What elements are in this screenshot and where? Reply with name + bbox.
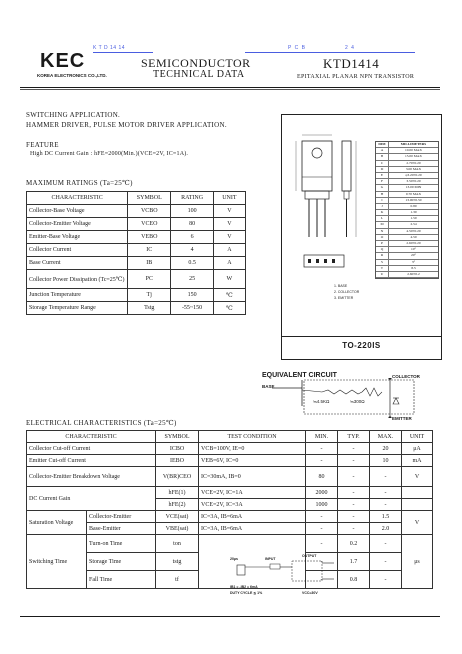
typ-cell: - [338, 455, 370, 467]
dimension-value: 13.00 MIN [405, 185, 422, 190]
max-ratings-table [26, 191, 246, 315]
max-ratings-row [27, 257, 246, 270]
dimension-key: S [376, 260, 389, 265]
dimension-key: L [376, 216, 389, 221]
collector-label: COLLECTOR [392, 374, 420, 379]
electrical-header-row [27, 431, 433, 443]
feature-title: FEATURE [26, 141, 59, 149]
header-divider [20, 87, 440, 88]
pin-emitter-label: 3. EMITTER [334, 296, 354, 300]
emitter-label: EMITTER [392, 416, 412, 421]
max-cell: - [370, 499, 402, 511]
dimension-key: G [376, 185, 389, 190]
typ-cell: - [338, 443, 370, 455]
sub-characteristic-cell: Collector-Emitter [87, 511, 156, 523]
dimension-key: M [376, 222, 389, 227]
header-divider-thin [20, 89, 440, 90]
duty-cycle-note: DUTY CYCLE ≦ 1% [230, 591, 263, 595]
max-ratings-cell: IB [128, 257, 171, 270]
dimension-key: I [376, 198, 389, 203]
symbol-cell: VCE(sat) [156, 511, 199, 523]
max-ratings-cell: Collector-Base Voltage [27, 205, 128, 218]
dimension-table [375, 141, 439, 279]
min-cell: - [306, 535, 338, 553]
typ-cell: 0.8 [338, 571, 370, 589]
electrical-row [27, 467, 433, 487]
max-ratings-cell: Tstg [128, 302, 171, 315]
max-ratings-cell: Collector Current [27, 244, 128, 257]
pcb-page: 2 4 [345, 45, 355, 51]
max-ratings-cell: V [213, 218, 245, 231]
typ-cell: - [338, 523, 370, 535]
test-condition-cell: IC=3A, IB=6mA [199, 523, 306, 535]
application-title: SWITCHING APPLICATION. [26, 111, 121, 119]
unit-cell: mA [402, 455, 433, 467]
max-ratings-cell: Tj [128, 289, 171, 302]
max-ratings-title: MAXIMUM RATINGS (Ta=25℃) [26, 179, 133, 187]
max-ratings-cell: PC [128, 270, 171, 289]
max-ratings-cell: V [213, 205, 245, 218]
equivalent-circuit-diagram [262, 378, 432, 418]
dimension-key: A [376, 148, 389, 153]
max-ratings-row [27, 289, 246, 302]
package-outline-box [281, 114, 442, 360]
doc-code: K T D 14 14 [93, 45, 125, 51]
max-cell: - [370, 487, 402, 499]
symbol-cell: tstg [156, 553, 199, 571]
dimension-key: E [376, 173, 389, 178]
max-ratings-row [27, 302, 246, 315]
max-ratings-cell: Collector-Emitter Voltage [27, 218, 128, 231]
company-logo: KEC [40, 50, 86, 72]
dimension-value: 15.00 MAX [405, 154, 422, 159]
max-cell: - [370, 467, 402, 487]
dimension-value: 2.70±0.20 [406, 160, 421, 165]
package-name: TO-220IS [342, 341, 381, 350]
characteristic-cell: Switching Time [27, 535, 87, 589]
max-ratings-cell: 6 [171, 231, 213, 244]
electrical-row [27, 443, 433, 455]
symbol-cell: hFE(2) [156, 499, 199, 511]
dimension-value: 20° [411, 253, 416, 258]
resistor-r1-label: ≒4.5KΩ [313, 399, 330, 404]
pin-base-label: 1. BASE [334, 284, 348, 288]
electrical-row [27, 523, 433, 535]
electrical-row [27, 535, 433, 553]
max-ratings-row [27, 270, 246, 289]
typ-cell: - [338, 499, 370, 511]
base-label: BASE [262, 384, 275, 389]
pcb-underline [245, 52, 415, 53]
characteristic-cell: Collector Cut-off Current [27, 443, 156, 455]
electrical-header-cell: SYMBOL [156, 431, 199, 443]
max-ratings-cell: 80 [171, 218, 213, 231]
max-cell: 2.0 [370, 523, 402, 535]
max-ratings-cell: Junction Temperature [27, 289, 128, 302]
max-ratings-cell: Base Current [27, 257, 128, 270]
dimension-key: K [376, 210, 389, 215]
dimension-value: 8.5 [411, 265, 416, 270]
max-cell: 20 [370, 443, 402, 455]
unit-cell: μs [402, 535, 433, 589]
dimension-value: 3° [411, 259, 416, 264]
dimension-value: 1.30 [410, 210, 417, 215]
dimension-key: T [376, 266, 389, 271]
min-cell: 2000 [306, 487, 338, 499]
electrical-row [27, 455, 433, 467]
characteristic-cell: Emitter Cut-off Current [27, 455, 156, 467]
dimension-value: 2.54 [410, 222, 417, 227]
typ-cell: 0.2 [338, 535, 370, 553]
electrical-row [27, 511, 433, 523]
dimension-key: R [376, 253, 389, 258]
max-ratings-cell: VCEO [128, 218, 171, 231]
electrical-header-cell: MAX. [370, 431, 402, 443]
electrical-title: ELECTRICAL CHARACTERISTICS (Ta=25℃) [26, 419, 177, 427]
dimension-value: 0.70 MAX [405, 191, 422, 196]
max-ratings-cell: 100 [171, 205, 213, 218]
dimension-value: 4.50±0.20 [406, 228, 421, 233]
unit-cell: V [402, 467, 433, 487]
equivalent-circuit-title: EQUIVALENT CIRCUIT [262, 372, 337, 379]
dimension-value: 10° [411, 247, 416, 252]
technical-data-label: TECHNICAL DATA [153, 69, 245, 80]
max-ratings-cell: VEBO [128, 231, 171, 244]
characteristic-cell: Saturation Voltage [27, 511, 87, 535]
company-name: KOREA ELECTRONICS CO.,LTD. [37, 73, 107, 78]
electrical-header-cell: MIN. [306, 431, 338, 443]
semiconductor-label: SEMICONDUCTOR [141, 56, 251, 70]
pcb-label: P C B [288, 45, 306, 51]
max-cell: - [370, 571, 402, 589]
min-cell: - [306, 571, 338, 589]
electrical-header-cell: TYP. [338, 431, 370, 443]
max-ratings-cell: V [213, 231, 245, 244]
max-ratings-cell: 4 [171, 244, 213, 257]
unit-cell [402, 499, 433, 511]
dimension-key: P [376, 241, 389, 246]
dimension-key: Q [376, 247, 389, 252]
unit-cell: V [402, 511, 433, 535]
resistor-r2-label: ≒300Ω [350, 399, 365, 404]
min-cell: - [306, 455, 338, 467]
application-line: HAMMER DRIVER, PULSE MOTOR DRIVER APPLICATION. [26, 121, 227, 129]
max-ratings-cell: Storage Temperature Range [27, 302, 128, 315]
symbol-cell: hFE(1) [156, 487, 199, 499]
characteristic-cell: DC Current Gain [27, 487, 156, 511]
dimension-key: J [376, 204, 389, 209]
sub-characteristic-cell: Turn-on Time [87, 535, 156, 553]
vcc-note: VCC=30V [302, 591, 318, 595]
unit-cell [402, 487, 433, 499]
dimension-value: 2.60±0.20 [406, 241, 421, 245]
typ-cell: - [338, 467, 370, 487]
electrical-header-cell: UNIT [402, 431, 433, 443]
dimension-key: C [376, 161, 389, 166]
part-number: KTD1414 [323, 56, 380, 71]
max-cell: - [370, 553, 402, 571]
symbol-cell: IEBO [156, 455, 199, 467]
dimension-value: 10.00 MAX [405, 148, 422, 153]
dimension-key: N [376, 229, 389, 234]
test-condition-cell: IC=3A, IB=6mA [199, 511, 306, 523]
max-cell: 1.5 [370, 511, 402, 523]
electrical-header-cell: CHARACTERISTIC [27, 431, 156, 443]
symbol-cell: tf [156, 571, 199, 589]
dimension-value: φ3.20±0.20 [405, 172, 422, 177]
part-description: EPITAXIAL PLANAR NPN TRANSISTOR [297, 74, 415, 80]
sub-characteristic-cell: Storage Time [87, 553, 156, 571]
max-ratings-header-row [27, 192, 246, 205]
sub-characteristic-cell: Base-Emitter [87, 523, 156, 535]
max-ratings-cell: Collector Power Dissipation (Tc=25℃) [27, 270, 128, 289]
test-condition-cell: VCE=2V, IC=3A [199, 499, 306, 511]
max-ratings-row [27, 244, 246, 257]
max-ratings-row [27, 218, 246, 231]
max-ratings-header-cell: SYMBOL [128, 192, 171, 205]
symbol-cell: ton [156, 535, 199, 553]
dimension-key: F [376, 179, 389, 184]
max-ratings-cell: A [213, 257, 245, 270]
max-ratings-cell: Emitter-Base Voltage [27, 231, 128, 244]
max-ratings-cell: 25 [171, 270, 213, 289]
dimension-value: 13.00±0.50 [405, 197, 422, 202]
symbol-cell: ICBO [156, 443, 199, 455]
test-condition-cell: VCB=100V, IE=0 [199, 443, 306, 455]
typ-cell: - [338, 511, 370, 523]
electrical-row [27, 487, 433, 499]
dimension-row [376, 272, 438, 278]
dimension-value: 4.50 [410, 234, 417, 239]
dimension-key: H [376, 192, 389, 197]
dimension-value: 1.50 [410, 216, 417, 221]
ib-note: IB1 = -IB2 = 6mA [230, 585, 258, 589]
max-ratings-header-cell: UNIT [213, 192, 245, 205]
unit-cell: μA [402, 443, 433, 455]
dimension-value: 2.60±0.2 [407, 271, 420, 276]
max-ratings-cell: -55~150 [171, 302, 213, 315]
max-ratings-cell: ℃ [213, 289, 245, 302]
feature-line: High DC Current Gain : hFE=2000(Min.)(VCE=2V, IC=1A). [30, 151, 189, 157]
footer-divider [20, 616, 440, 617]
test-condition-cell: IC=30mA, IB=0 [199, 467, 306, 487]
pulse-width-label: 20μs [230, 557, 238, 561]
max-ratings-header-cell: CHARACTERISTIC [27, 192, 128, 205]
typ-cell: 1.7 [338, 553, 370, 571]
min-cell: - [306, 443, 338, 455]
max-ratings-row [27, 205, 246, 218]
electrical-header-cell: TEST CONDITION [199, 431, 306, 443]
max-ratings-cell: W [213, 270, 245, 289]
output-label: OUTPUT [302, 554, 317, 558]
dimension-key: D [376, 167, 389, 172]
symbol-cell: V(BR)CEO [156, 467, 199, 487]
dimension-key: B [376, 154, 389, 159]
max-cell: - [370, 535, 402, 553]
max-ratings-cell: IC [128, 244, 171, 257]
test-condition-cell: VEB=6V, IC=0 [199, 455, 306, 467]
dimension-table-header: DIM MILLIMETERS [376, 142, 438, 148]
max-ratings-cell: 0.5 [171, 257, 213, 270]
dimension-value: 3.50±0.20 [406, 179, 421, 184]
doc-code-underline [93, 52, 153, 53]
max-cell: 10 [370, 455, 402, 467]
input-label: INPUT [265, 557, 276, 561]
sub-characteristic-cell: Fall Time [87, 571, 156, 589]
min-cell: - [306, 523, 338, 535]
min-cell: 80 [306, 467, 338, 487]
characteristic-cell: Collector-Emitter Breakdown Voltage [27, 467, 156, 487]
min-cell: 1000 [306, 499, 338, 511]
max-ratings-cell: A [213, 244, 245, 257]
max-ratings-row [27, 231, 246, 244]
pin-legend [334, 283, 359, 301]
switching-test-circuit [230, 554, 340, 599]
max-ratings-cell: 150 [171, 289, 213, 302]
dimension-value: 3.00 MAX [405, 166, 422, 171]
symbol-cell: VBE(sat) [156, 523, 199, 535]
min-cell: - [306, 553, 338, 571]
max-ratings-cell: ℃ [213, 302, 245, 315]
test-condition-cell: VCE=2V, IC=1A [199, 487, 306, 499]
max-ratings-header-cell: RATING [171, 192, 213, 205]
package-name-divider [282, 336, 441, 337]
dimension-key: U [376, 272, 389, 277]
dimension-key: O [376, 235, 389, 240]
pin-collector-label: 2. COLLECTOR [334, 290, 360, 294]
min-cell: - [306, 511, 338, 523]
max-ratings-cell: VCBO [128, 205, 171, 218]
typ-cell: - [338, 487, 370, 499]
dimension-value: 0.80 [410, 203, 417, 208]
